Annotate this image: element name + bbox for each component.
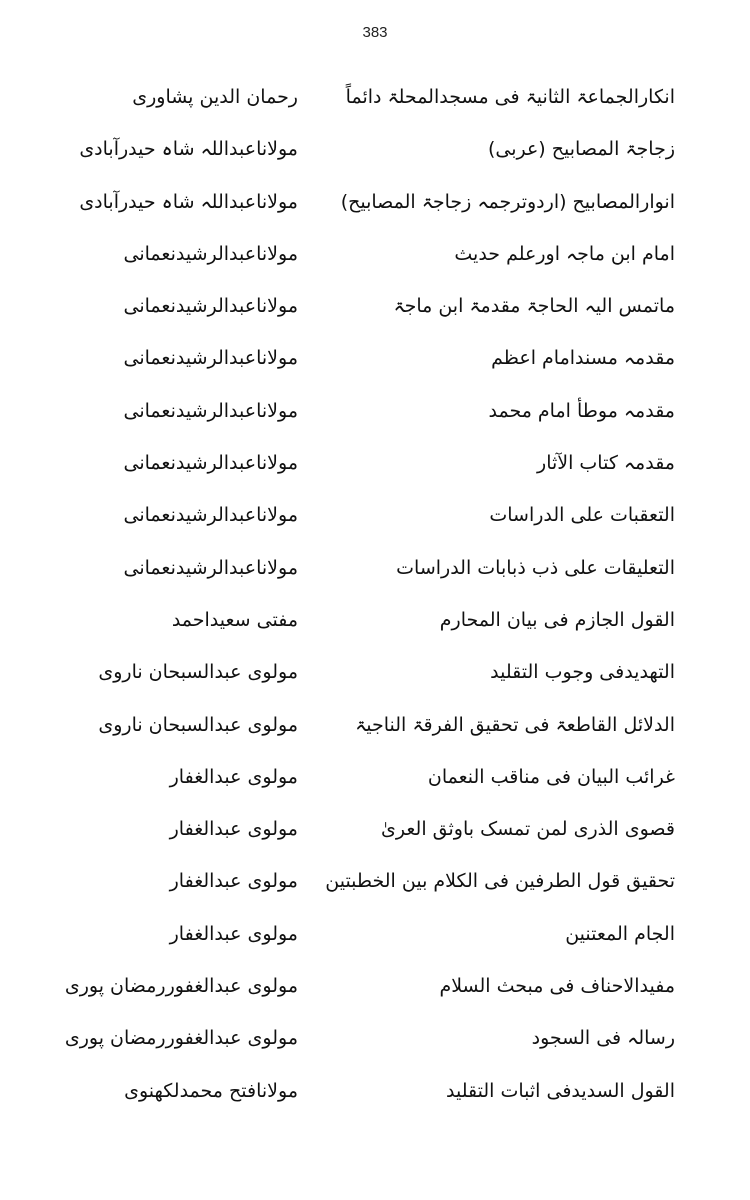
list-item — [0, 392, 750, 444]
book-author: مولوی عبدالغفار — [169, 818, 298, 841]
book-title: مفیدالاحناف فی مبحث السلام — [439, 975, 675, 998]
list-item — [0, 287, 750, 339]
book-title: تحقیق قول الطرفین فی الکلام بین الخطبتین — [325, 870, 675, 893]
book-author: رحمان الدین پشاوری — [132, 86, 298, 108]
book-author: مولاناعبدالرشیدنعمانی — [123, 556, 298, 579]
book-title: رسالہ فی السجود — [531, 1027, 675, 1050]
list-item — [0, 339, 750, 391]
list-item — [0, 915, 750, 967]
book-author: مولوی عبدالسبحان ناروی — [98, 661, 298, 684]
list-item — [0, 235, 750, 287]
book-title: القول السدیدفی اثبات التقلید — [446, 1079, 675, 1102]
book-author: مولاناعبدالرشیدنعمانی — [123, 295, 298, 318]
book-title: الدلائل القاطعۃ فی تحقیق الفرقۃ الناجیۃ — [355, 713, 675, 736]
book-author: مولوی عبدالغفار — [169, 922, 298, 945]
book-title: زجاجۃ المصابیح (عربی) — [487, 138, 675, 161]
book-title: مقدمہ موطأ امام محمد — [488, 399, 675, 422]
list-item — [0, 862, 750, 914]
list-item — [0, 78, 750, 130]
book-title: التعلیقات علی ذب ذبابات الدراسات — [396, 556, 675, 579]
list-item — [0, 1019, 750, 1071]
book-author: مولوی عبدالغفوررمضان پوری — [64, 975, 298, 998]
list-item — [0, 601, 750, 653]
book-title: انکارالجماعۃ الثانیۃ فی مسجدالمحلۃ دائماً — [345, 86, 675, 108]
book-author: مولوی عبدالسبحان ناروی — [98, 713, 298, 736]
book-title: التھدیدفی وجوب التقلید — [490, 661, 675, 684]
book-title: التعقبات علی الدراسات — [489, 504, 675, 527]
book-author: مولاناعبدالرشیدنعمانی — [123, 504, 298, 527]
book-author: مولاناعبدالرشیدنعمانی — [123, 452, 298, 475]
book-title: مقدمہ مسندامام اعظم — [491, 347, 675, 370]
page-number: 383 — [362, 24, 388, 41]
book-title: مقدمہ کتاب الآثار — [537, 452, 675, 475]
book-title: غرائب البیان فی مناقب النعمان — [427, 765, 675, 788]
book-author: مفتی سعیداحمد — [171, 608, 298, 631]
book-title: ماتمس الیہ الحاجۃ مقدمۃ ابن ماجۃ — [393, 295, 675, 318]
list-item — [0, 183, 750, 235]
book-title: قصوی الذری لمن تمسک باوثق العریٰ — [381, 818, 675, 841]
book-author: مولانافتح محمدلکھنوی — [124, 1079, 298, 1102]
list-item — [0, 496, 750, 548]
book-author: مولوی عبدالغفار — [169, 870, 298, 893]
book-title: امام ابن ماجہ اورعلم حدیث — [454, 242, 675, 265]
list-item — [0, 653, 750, 705]
book-title: انوارالمصابیح (اردوترجمہ زجاجۃ المصابیح) — [340, 190, 675, 213]
list-item — [0, 1072, 750, 1124]
book-author: مولاناعبدالرشیدنعمانی — [123, 242, 298, 265]
book-author: مولاناعبدالرشیدنعمانی — [123, 399, 298, 422]
list-item — [0, 706, 750, 758]
book-author: مولاناعبدالرشیدنعمانی — [123, 347, 298, 370]
list-item — [0, 810, 750, 862]
book-author: مولاناعبداللہ شاہ حیدرآبادی — [79, 138, 298, 161]
bibliography-list — [0, 78, 750, 1124]
book-author: مولوی عبدالغفار — [169, 765, 298, 788]
book-author: مولاناعبداللہ شاہ حیدرآبادی — [79, 190, 298, 213]
list-item — [0, 130, 750, 182]
list-item — [0, 444, 750, 496]
list-item — [0, 967, 750, 1019]
book-title: القول الجازم فی بیان المحارم — [439, 608, 675, 631]
list-item — [0, 758, 750, 810]
book-title: الجام المعتنین — [565, 922, 675, 945]
list-item — [0, 549, 750, 601]
book-author: مولوی عبدالغفوررمضان پوری — [64, 1027, 298, 1050]
